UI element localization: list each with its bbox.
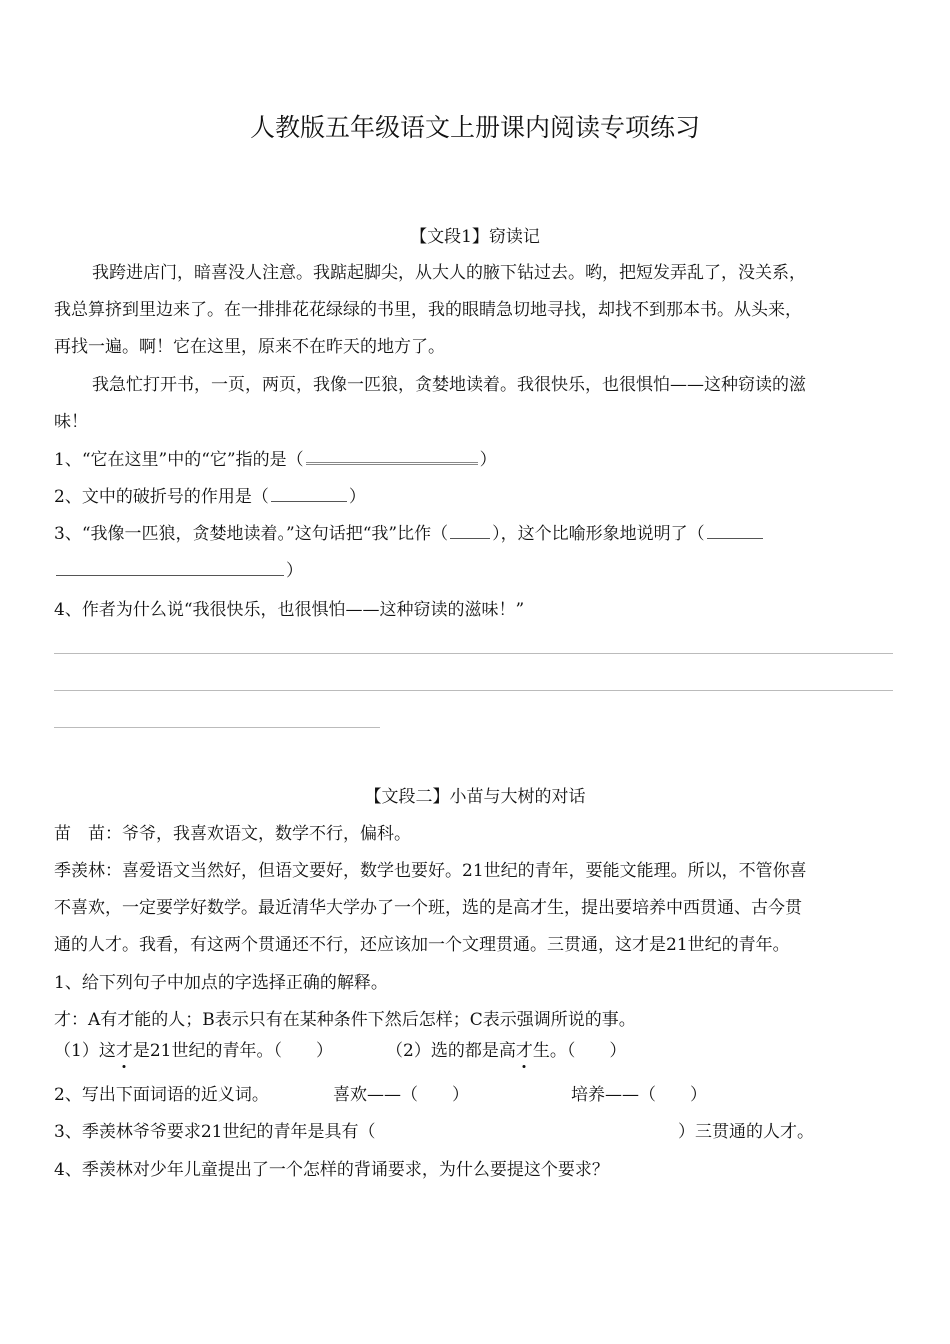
answer-blank[interactable] — [56, 574, 284, 576]
answer-line[interactable] — [54, 690, 893, 691]
passage2-line2: 季羡林：喜爱语文当然好，但语文要好，数学也要好。21世纪的青年，要能文能理。所以，不管你喜 — [54, 861, 807, 881]
passage2-question1-options: 才：A有才能的人；B表示只有在某种条件下然后怎样；C表示强调所说的事。 — [54, 1010, 636, 1030]
passage1-heading: 【文段1】窃读记 — [410, 227, 540, 247]
passage2-question1-item1 — [54, 1036, 333, 1061]
passage1-question4: 4、作者为什么说“我很快乐，也很惧怕——这种窃读的滋味！” — [54, 600, 525, 620]
question2-close: ） — [348, 487, 366, 507]
dotted-character: 才 — [516, 1036, 533, 1061]
passage1-p2-line1: 我急忙打开书，一页，两页，我像一匹狼，贪婪地读着。我很快乐，也很惧怕——这种窃读的滋 — [92, 375, 806, 395]
item2-text-pre: （2）选的都是高 — [386, 1041, 516, 1061]
passage1-p2-line2: 味！ — [54, 412, 88, 432]
item1-text-pre: （1）这 — [54, 1041, 116, 1061]
passage1-p1-line3: 再找一遍。啊！它在这里，原来不在昨天的地方了。 — [54, 337, 445, 357]
answer-blank[interactable] — [707, 537, 763, 539]
page-title: 人教版五年级语文上册课内阅读专项练习 — [249, 113, 700, 142]
question3-close: ） — [286, 561, 303, 581]
passage2-question3-end: ）三贯通的人才。 — [678, 1122, 814, 1142]
passage2-heading: 【文段二】小苗与大树的对话 — [364, 787, 586, 807]
passage1-question2 — [54, 482, 366, 507]
passage1-p1-line2: 我总算挤到里边来了。在一排排花花绿绿的书里，我的眼睛急切地寻找，却找不到那本书。从头来， — [54, 300, 802, 320]
passage2-question3: 3、季羡林爷爷要求21世纪的青年是具有（ — [54, 1122, 376, 1142]
question1-close: ） — [479, 450, 497, 470]
dotted-character: 才 — [116, 1036, 133, 1061]
answer-blank[interactable] — [450, 537, 490, 539]
item2-text-post[interactable]: 生。（ ） — [532, 1041, 627, 1061]
passage1-p1-line1: 我跨进店门，暗喜没人注意。我踮起脚尖，从大人的腋下钻过去。哟，把短发弄乱了，没关系， — [92, 263, 806, 283]
passage2-line1: 苗 苗：爷爷，我喜欢语文，数学不行，偏科。 — [54, 824, 411, 844]
passage2-question1: 1、给下列句子中加点的字选择正确的解释。 — [54, 973, 388, 993]
passage1-question3-continued — [54, 556, 303, 581]
passage2-line3: 不喜欢，一定要学好数学。最近清华大学办了一个班，选的是高才生，提出要培养中西贯通、古今贯 — [54, 898, 802, 918]
question3-text-a: 3、“我像一匹狼，贪婪地读着。”这句话把“我”比作（ — [54, 524, 449, 544]
item1-text-post[interactable]: 是21世纪的青年。（ ） — [132, 1041, 333, 1061]
question2-text: 2、文中的破折号的作用是（ — [54, 487, 269, 507]
question3-text-b: ），这个比喻形象地说明了（ — [492, 524, 705, 544]
question1-text: 1、“它在这里”中的“它”指的是（ — [54, 450, 304, 470]
passage2-question1-item2 — [386, 1036, 626, 1061]
passage2-question4: 4、季羡林对少年儿童提出了一个怎样的背诵要求，为什么要提这个要求？ — [54, 1160, 609, 1180]
synonym-peiyang[interactable]: 培养——（ ） — [571, 1085, 707, 1105]
passage1-question3 — [54, 519, 765, 544]
synonym-xihuan[interactable]: 喜欢——（ ） — [333, 1085, 469, 1105]
passage2-line4: 通的人才。我看，有这两个贯通还不行，还应该加一个文理贯通。三贯通，这才是21世纪的青年。 — [54, 935, 790, 955]
passage1-question1 — [54, 445, 497, 470]
answer-line[interactable] — [54, 727, 380, 728]
answer-blank[interactable] — [306, 461, 478, 465]
passage2-question2: 2、写出下面词语的近义词。 — [54, 1085, 269, 1105]
answer-line[interactable] — [54, 653, 893, 654]
answer-blank[interactable] — [271, 500, 347, 502]
